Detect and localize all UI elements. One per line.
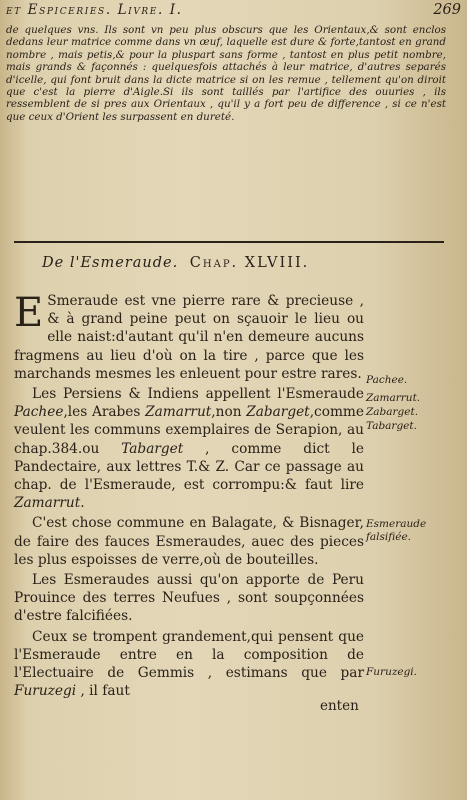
p2-term-tabarget: Tabarget xyxy=(121,440,184,457)
chapter-body xyxy=(14,292,364,702)
p2-term-zabarget: Zabarget xyxy=(246,404,310,421)
marginal-notes xyxy=(366,292,462,722)
margin-note: Furuzegi. xyxy=(366,666,417,678)
p2-text-k: . xyxy=(80,495,85,512)
margin-note: falsifiée. xyxy=(366,531,412,543)
page-header xyxy=(6,0,461,26)
paragraph-4: Les Esmeraudes aussi qu'on apporte de Peru Prouince des terres Neufues , sont soupçonnées d'estre falcifiées. xyxy=(14,572,364,625)
drop-cap: E xyxy=(14,290,44,336)
p2-text-g: ,comme veulent les communs exemplaires de Serapion, au chap.384.ou xyxy=(14,404,365,457)
p5-text-a: Ceux se trompent grandement,qui pensent que l'Esmeraude entre en la composition de l'Electuaire de Gemmis , estimans que par xyxy=(14,628,364,682)
margin-note: Pachee. xyxy=(366,374,408,386)
margin-note: Esmeraude xyxy=(366,518,427,530)
paragraph-1 xyxy=(14,292,364,383)
paragraph-3: C'est chose commune en Balagate, & Bisnager, de faire des fauces Esmeraudes, auec des pieces les plus espoisses de verre,où de bouteilles. xyxy=(14,515,364,568)
p2-text-i: , comme dict le Pandectaire, aux lettres T.& Z. Car ce passage au chap. de l'Esmeraude, est corrompu:& faut lire xyxy=(14,440,364,494)
chapter-title: De l'Esmeraude. xyxy=(42,255,179,271)
p2-text-e: ,non xyxy=(211,404,247,421)
section-divider xyxy=(14,241,444,243)
top-paragraph: de quelques vns. Ils sont vn peu plus obscurs que les Orientaux,& sont enclos dedans leur matrice comme dans vn œuf, laquelle est dure & forte,tantost en grand nombre , mais petis,& pour la pluspart sans forme , tantost en plus petit nombre, mais grands & façonnés : quelquesfois attachés à leur matrice, d'autres separés d'icelle, qui font bruit dans la dicte matrice si on les remue , tellement qu'on diroit que c'est la pierre d'Aigle.Si ils sont taillés par l'artifice des ouuries , ils ressemblent de si pres aux Orientaux , qu'il y a fort peu de difference , si ce n'est que ceux d'Orient les surpassent en dureté. xyxy=(6,24,446,123)
running-head: et Espiceries. Livre. I. xyxy=(6,2,183,18)
paragraph-2 xyxy=(14,385,364,512)
catchword: enten xyxy=(320,698,359,714)
margin-note: Tabarget. xyxy=(366,420,417,432)
p5-text-c: , il faut xyxy=(76,683,130,700)
p2-text-a: Les Persiens & Indiens appellent l'Esmeraude xyxy=(32,386,364,403)
p2-text-c: ,les Arabes xyxy=(63,404,146,421)
paragraph-1-text: Smeraude est vne pierre rare & precieuse , & à grand peine peut on sçauoir le lieu ou elle naist:d'autant qu'il n'en demeure aucuns fragmens au lieu d'où on la tire , parce que les marchands mesmes les enleuent pour estre rares. xyxy=(14,293,364,382)
p2-term-pachee: Pachee xyxy=(14,404,64,421)
p2-term-zamarrut: Zamarrut xyxy=(145,404,212,421)
margin-note: Zabarget. xyxy=(366,406,419,418)
p5-term-furuzegi: Furuzegi xyxy=(14,683,77,700)
page-number: 269 xyxy=(433,2,461,18)
p2-term-zamarrut-2: Zamarrut xyxy=(14,495,81,512)
margin-note: Zamarrut. xyxy=(366,392,421,404)
paragraph-5 xyxy=(14,628,364,701)
chapter-heading xyxy=(42,255,402,271)
chapter-number: Chap. XLVIII. xyxy=(189,255,310,271)
